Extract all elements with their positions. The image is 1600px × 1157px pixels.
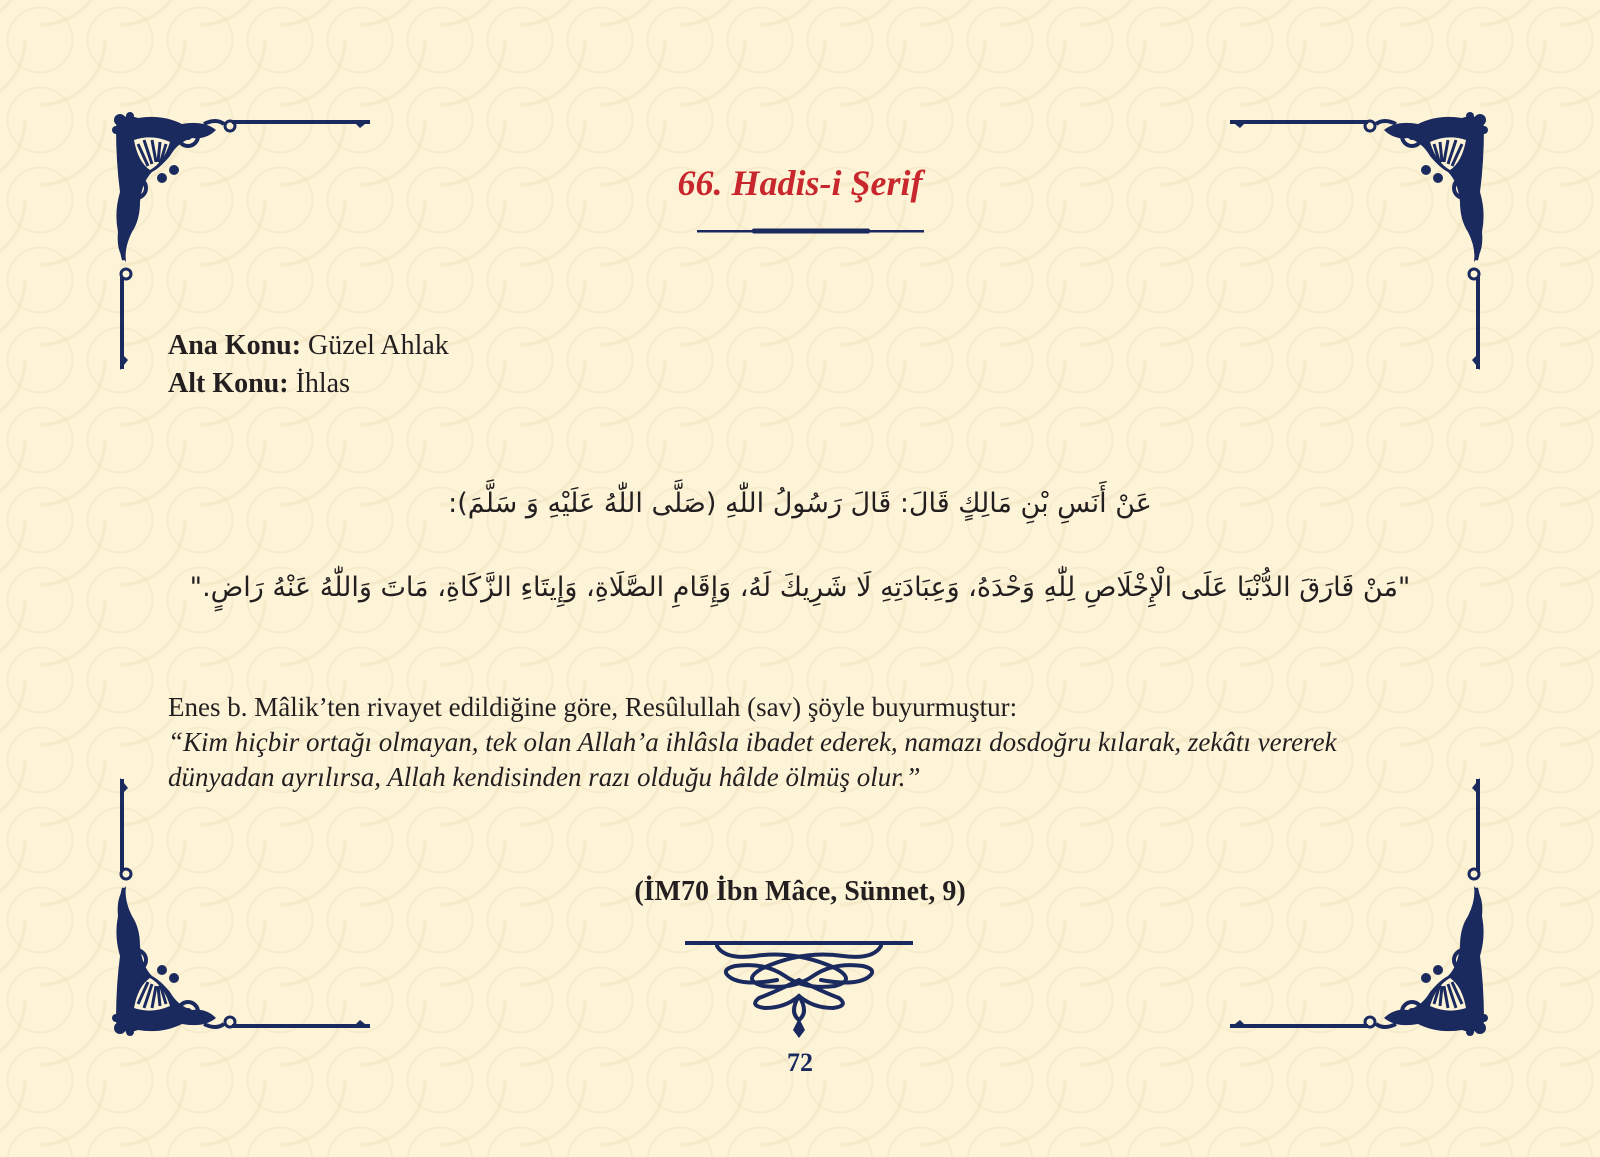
translation-quote-line-2: dünyadan ayrılırsa, Allah kendisinden razı olduğu hâlde ölmüş olur.”	[168, 762, 921, 792]
page-number: 72	[787, 1048, 813, 1077]
main-topic-value: Güzel Ahlak	[301, 330, 449, 361]
title-underline-icon	[697, 228, 924, 234]
sub-topic-label: Alt Konu:	[168, 368, 289, 399]
translation-quote-line-1: “Kim hiçbir ortağı olmayan, tek olan Allah’a ihlâsla ibadet ederek, namazı dosdoğru kılarak, zekâtı vererek	[168, 727, 1337, 757]
corner-ornament-top-right	[1228, 112, 1488, 372]
source-citation: (İM70 İbn Mâce, Sünnet, 9)	[634, 876, 966, 907]
translation-intro: Enes b. Mâlik’ten rivayet edildiğine göre, Resûlullah (sav) şöyle buyurmuştur:	[168, 692, 1018, 722]
arabic-hadith-text: "مَنْ فَارَقَ الدُّنْيَا عَلَى الْإِخْلَاصِ لِلّٰهِ وَحْدَهُ، وَعِبَادَتِهِ لَا شَرِيكَ لَهُ، وَإِقَامِ الصَّلَاةِ، وَإِيتَاءِ الزَّكَاةِ، مَاتَ وَاللّٰهُ عَنْهُ رَاضٍ."	[189, 572, 1411, 603]
main-topic-label: Ana Konu:	[168, 330, 302, 361]
floral-corner-icon	[1228, 112, 1488, 372]
topic-block	[168, 327, 449, 403]
sub-topic-value: İhlas	[288, 368, 351, 399]
arabic-narrator-line: عَنْ أَنَسِ بْنِ مَالِكٍ قَالَ: قَالَ رَسُولُ اللّٰهِ (صَلَّى اللّٰهُ عَلَيْهِ وَ سَلَّمَ):	[448, 488, 1152, 519]
main-topic	[168, 327, 449, 365]
turkish-translation	[168, 690, 1468, 795]
knot-flourish-icon	[685, 940, 913, 1040]
sub-topic	[168, 365, 449, 403]
page-title: 66. Hadis-i Şerif	[677, 163, 923, 203]
